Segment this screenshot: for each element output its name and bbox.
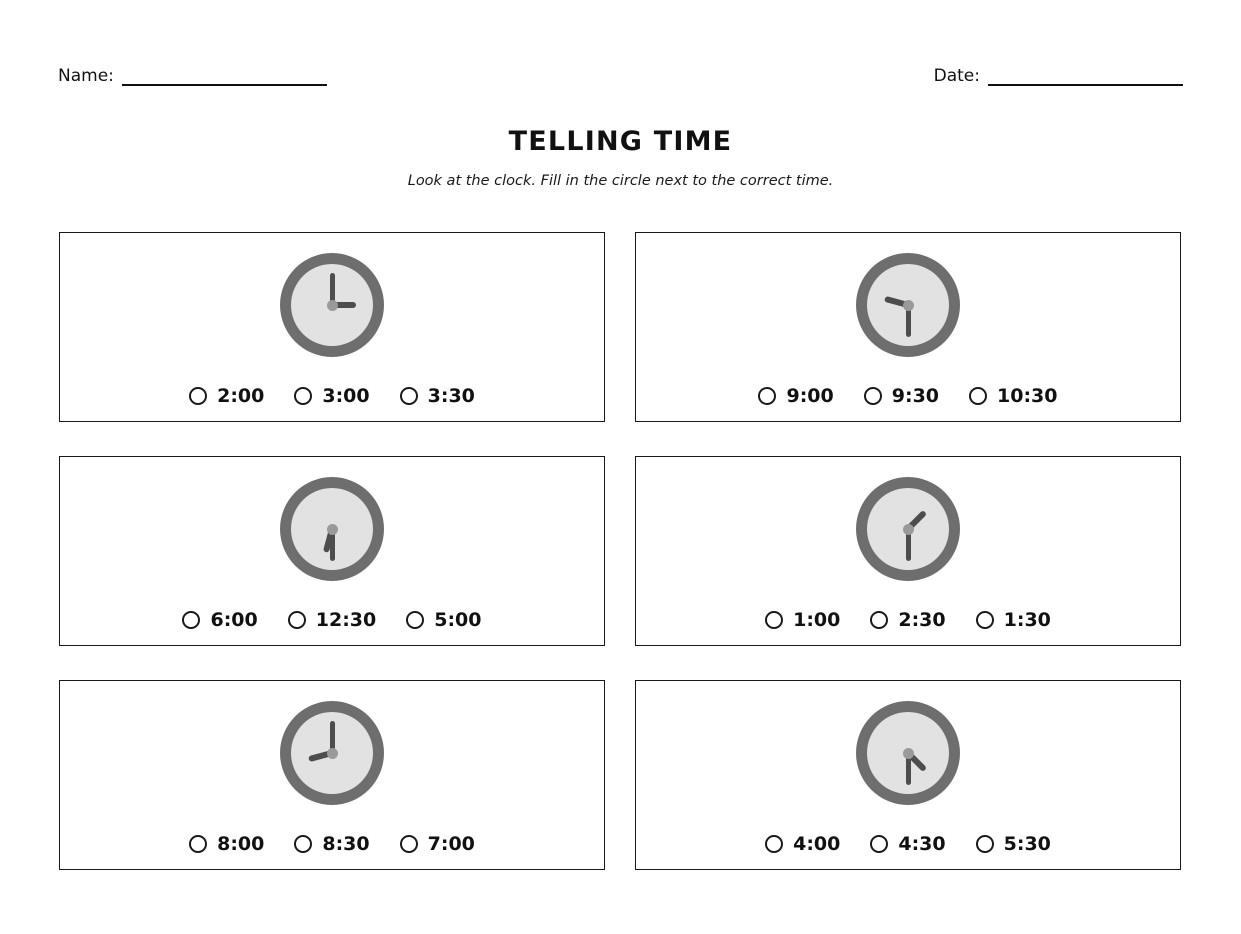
date-write-line[interactable]	[988, 70, 1183, 86]
radio-bubble-icon[interactable]	[976, 611, 994, 629]
answer-choice[interactable]	[294, 833, 369, 855]
header-row	[58, 58, 1183, 86]
clock-icon	[280, 253, 384, 357]
answer-choice[interactable]	[294, 385, 369, 407]
clock-face	[291, 712, 373, 794]
radio-bubble-icon[interactable]	[400, 387, 418, 405]
choice-list	[189, 385, 475, 407]
answer-choice[interactable]	[765, 609, 840, 631]
answer-choice-label: 5:00	[434, 609, 482, 631]
answer-choice[interactable]	[182, 609, 257, 631]
choice-list	[182, 609, 481, 631]
clock-center-dot	[903, 524, 914, 535]
clock-center-dot	[327, 748, 338, 759]
clock-icon	[856, 477, 960, 581]
answer-choice[interactable]	[400, 385, 475, 407]
date-field	[934, 66, 1183, 86]
radio-bubble-icon[interactable]	[406, 611, 424, 629]
radio-bubble-icon[interactable]	[189, 387, 207, 405]
radio-bubble-icon[interactable]	[765, 835, 783, 853]
answer-choice-label: 9:00	[786, 385, 834, 407]
radio-bubble-icon[interactable]	[976, 835, 994, 853]
radio-bubble-icon[interactable]	[400, 835, 418, 853]
answer-choice-label: 10:30	[997, 385, 1058, 407]
choice-list	[758, 385, 1057, 407]
radio-bubble-icon[interactable]	[294, 387, 312, 405]
radio-bubble-icon[interactable]	[969, 387, 987, 405]
answer-choice[interactable]	[758, 385, 833, 407]
answer-choice-label: 2:30	[898, 609, 946, 631]
answer-choice[interactable]	[864, 385, 939, 407]
problem-card	[635, 456, 1181, 646]
clock-icon	[280, 701, 384, 805]
answer-choice-label: 3:00	[322, 385, 370, 407]
date-label: Date:	[933, 66, 980, 86]
answer-choice-label: 7:00	[427, 833, 475, 855]
radio-bubble-icon[interactable]	[758, 387, 776, 405]
clock-center-dot	[327, 524, 338, 535]
name-field	[58, 66, 327, 86]
page-instructions: Look at the clock. Fill in the circle next to the correct time.	[407, 173, 834, 189]
answer-choice-label: 8:00	[217, 833, 265, 855]
problem-card	[59, 680, 605, 870]
answer-choice-label: 9:30	[891, 385, 940, 407]
answer-choice[interactable]	[400, 833, 475, 855]
answer-choice-label: 1:30	[1003, 609, 1051, 631]
clock-center-dot	[327, 300, 338, 311]
clock-face	[867, 712, 949, 794]
answer-choice-label: 4:00	[793, 833, 841, 855]
radio-bubble-icon[interactable]	[765, 611, 783, 629]
clock-face	[867, 488, 949, 570]
choice-list	[765, 833, 1051, 855]
answer-choice-label: 2:00	[217, 385, 265, 407]
answer-choice[interactable]	[765, 833, 840, 855]
clock-icon	[280, 477, 384, 581]
clock-icon	[856, 701, 960, 805]
answer-choice[interactable]	[189, 385, 264, 407]
problem-card	[635, 232, 1181, 422]
clock-center-dot	[903, 748, 914, 759]
answer-choice-label: 3:30	[427, 385, 475, 407]
radio-bubble-icon[interactable]	[870, 835, 888, 853]
answer-choice-label: 6:00	[210, 609, 258, 631]
clock-face	[291, 264, 373, 346]
answer-choice-label: 4:30	[898, 833, 946, 855]
answer-choice[interactable]	[976, 609, 1051, 631]
radio-bubble-icon[interactable]	[288, 611, 306, 629]
answer-choice[interactable]	[870, 609, 945, 631]
radio-bubble-icon[interactable]	[182, 611, 200, 629]
answer-choice[interactable]	[976, 833, 1051, 855]
problem-card	[635, 680, 1181, 870]
answer-choice-label: 12:30	[315, 609, 377, 631]
name-label: Name:	[58, 66, 114, 86]
problem-card	[59, 232, 605, 422]
clock-face	[291, 488, 373, 570]
name-write-line[interactable]	[122, 70, 327, 86]
problem-card	[59, 456, 605, 646]
clock-icon	[856, 253, 960, 357]
answer-choice[interactable]	[288, 609, 376, 631]
radio-bubble-icon[interactable]	[870, 611, 888, 629]
answer-choice[interactable]	[189, 833, 264, 855]
answer-choice[interactable]	[870, 833, 945, 855]
radio-bubble-icon[interactable]	[294, 835, 312, 853]
choice-list	[189, 833, 475, 855]
answer-choice[interactable]	[406, 609, 481, 631]
clock-face	[867, 264, 949, 346]
answer-choice[interactable]	[969, 385, 1057, 407]
answer-choice-label: 5:30	[1003, 833, 1051, 855]
clock-center-dot	[903, 300, 914, 311]
problem-grid	[59, 232, 1181, 870]
radio-bubble-icon[interactable]	[864, 387, 882, 405]
choice-list	[765, 609, 1051, 631]
answer-choice-label: 8:30	[322, 833, 370, 855]
answer-choice-label: 1:00	[793, 609, 841, 631]
page-title: TELLING TIME	[508, 126, 733, 157]
radio-bubble-icon[interactable]	[189, 835, 207, 853]
